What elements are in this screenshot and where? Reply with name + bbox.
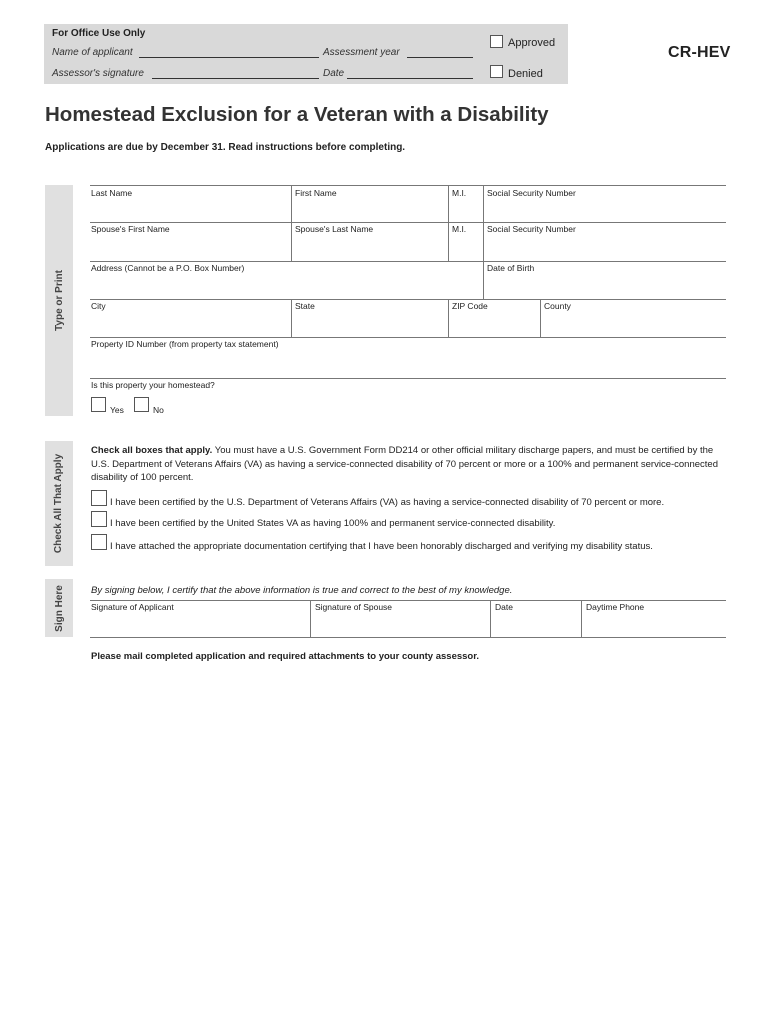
divider (90, 378, 726, 379)
approved-label: Approved (508, 37, 556, 49)
sidebar-label: Sign Here (53, 584, 65, 632)
divider (581, 600, 582, 637)
property-id-label: Property ID Number (from property tax statement) (91, 339, 279, 349)
va-70-label: I have been certified by the U.S. Department of Veterans Affairs (VA) as having a service-connected disability of 70 percent or more. (110, 497, 665, 508)
homestead-question: Is this property your homestead? (91, 380, 215, 390)
ssn-label: Social Security Number (487, 188, 576, 198)
spouse-mi-label: M.I. (452, 224, 467, 234)
sidebar-check-all (45, 441, 73, 566)
address-label: Address (Cannot be a P.O. Box Number) (91, 263, 245, 273)
check-instructions-bold: Check all boxes that apply. (91, 445, 213, 456)
spouse-last-name-label: Spouse's Last Name (295, 224, 374, 234)
last-name-field[interactable] (91, 200, 289, 220)
assessment-year-field[interactable] (407, 57, 473, 58)
office-date-label: Date (323, 68, 345, 79)
page-title: Homestead Exclusion for a Veteran with a Disability (45, 103, 549, 126)
divider (490, 600, 491, 637)
assessment-year-label: Assessment year (323, 47, 400, 58)
last-name-label: Last Name (91, 188, 133, 198)
va-100-label: I have been certified by the United States VA as having 100% and permanent service-connected disability. (110, 518, 556, 529)
state-label: State (295, 301, 315, 311)
office-use-title: For Office Use Only (52, 28, 146, 39)
applicant-name-label: Name of applicant (52, 47, 133, 58)
divider (483, 185, 484, 261)
divider (448, 299, 449, 337)
homestead-yes-checkbox[interactable] (91, 397, 106, 412)
zip-label: ZIP Code (452, 301, 488, 311)
approved-checkbox[interactable] (490, 35, 503, 48)
assessor-signature-label: Assessor's signature (52, 68, 144, 79)
sidebar-type-or-print (45, 185, 73, 416)
city-label: City (91, 301, 106, 311)
daytime-phone-label: Daytime Phone (586, 602, 645, 612)
homestead-no-checkbox[interactable] (134, 397, 149, 412)
va-100-checkbox[interactable] (91, 511, 107, 527)
spouse-signature-label: Signature of Spouse (315, 602, 393, 612)
spouse-ssn-label: Social Security Number (487, 224, 576, 234)
first-name-label: First Name (295, 188, 337, 198)
applicant-name-line (52, 47, 133, 58)
sidebar-label: Check All That Apply (53, 453, 65, 554)
assessor-signature-field[interactable] (152, 78, 319, 79)
office-date-field[interactable] (347, 78, 473, 79)
documentation-checkbox[interactable] (91, 534, 107, 550)
divider (90, 185, 726, 186)
denied-checkbox[interactable] (490, 65, 503, 78)
county-label: County (544, 301, 571, 311)
divider (310, 600, 311, 637)
mailing-instructions: Please mail completed application and required attachments to your county assessor. (91, 651, 480, 662)
divider (540, 299, 541, 337)
form-code: CR-HEV (668, 44, 731, 61)
divider (90, 337, 726, 338)
divider (291, 185, 292, 261)
certify-statement: By signing below, I certify that the above information is true and correct to the best of my knowledge. (91, 585, 513, 596)
documentation-label: I have attached the appropriate documentation certifying that I have been honorably discharged and verifying my disability status. (110, 541, 653, 552)
divider (483, 261, 484, 299)
dob-label: Date of Birth (487, 263, 535, 273)
applicant-signature-label: Signature of Applicant (91, 602, 174, 612)
divider (448, 185, 449, 261)
divider (90, 637, 726, 638)
divider (291, 299, 292, 337)
check-instructions (91, 444, 731, 485)
page-subtitle: Applications are due by December 31. Read instructions before completing. (45, 142, 406, 153)
applicant-name-field[interactable] (139, 57, 319, 58)
divider (90, 600, 726, 601)
sign-date-label: Date (495, 602, 513, 612)
mi-label: M.I. (452, 188, 467, 198)
spouse-first-name-label: Spouse's First Name (91, 224, 170, 234)
divider (90, 299, 726, 300)
yes-label: Yes (110, 405, 124, 415)
sidebar-label: Type or Print (53, 270, 65, 331)
no-label: No (153, 405, 164, 415)
sidebar-sign-here (45, 579, 73, 637)
divider (90, 222, 726, 223)
applicant-signature-field[interactable] (91, 612, 308, 636)
denied-label: Denied (508, 68, 543, 80)
va-70-checkbox[interactable] (91, 490, 107, 506)
check-instructions-rest: You must have a U.S. Government Form DD214 or other official military discharge papers, and must be certified by the U.S. Department of Veterans Affairs (VA) as having a service-connected disability of 70 percent or more or a 100% and permanent service-connected disability of 100 percent. (91, 445, 718, 483)
divider (90, 261, 726, 262)
